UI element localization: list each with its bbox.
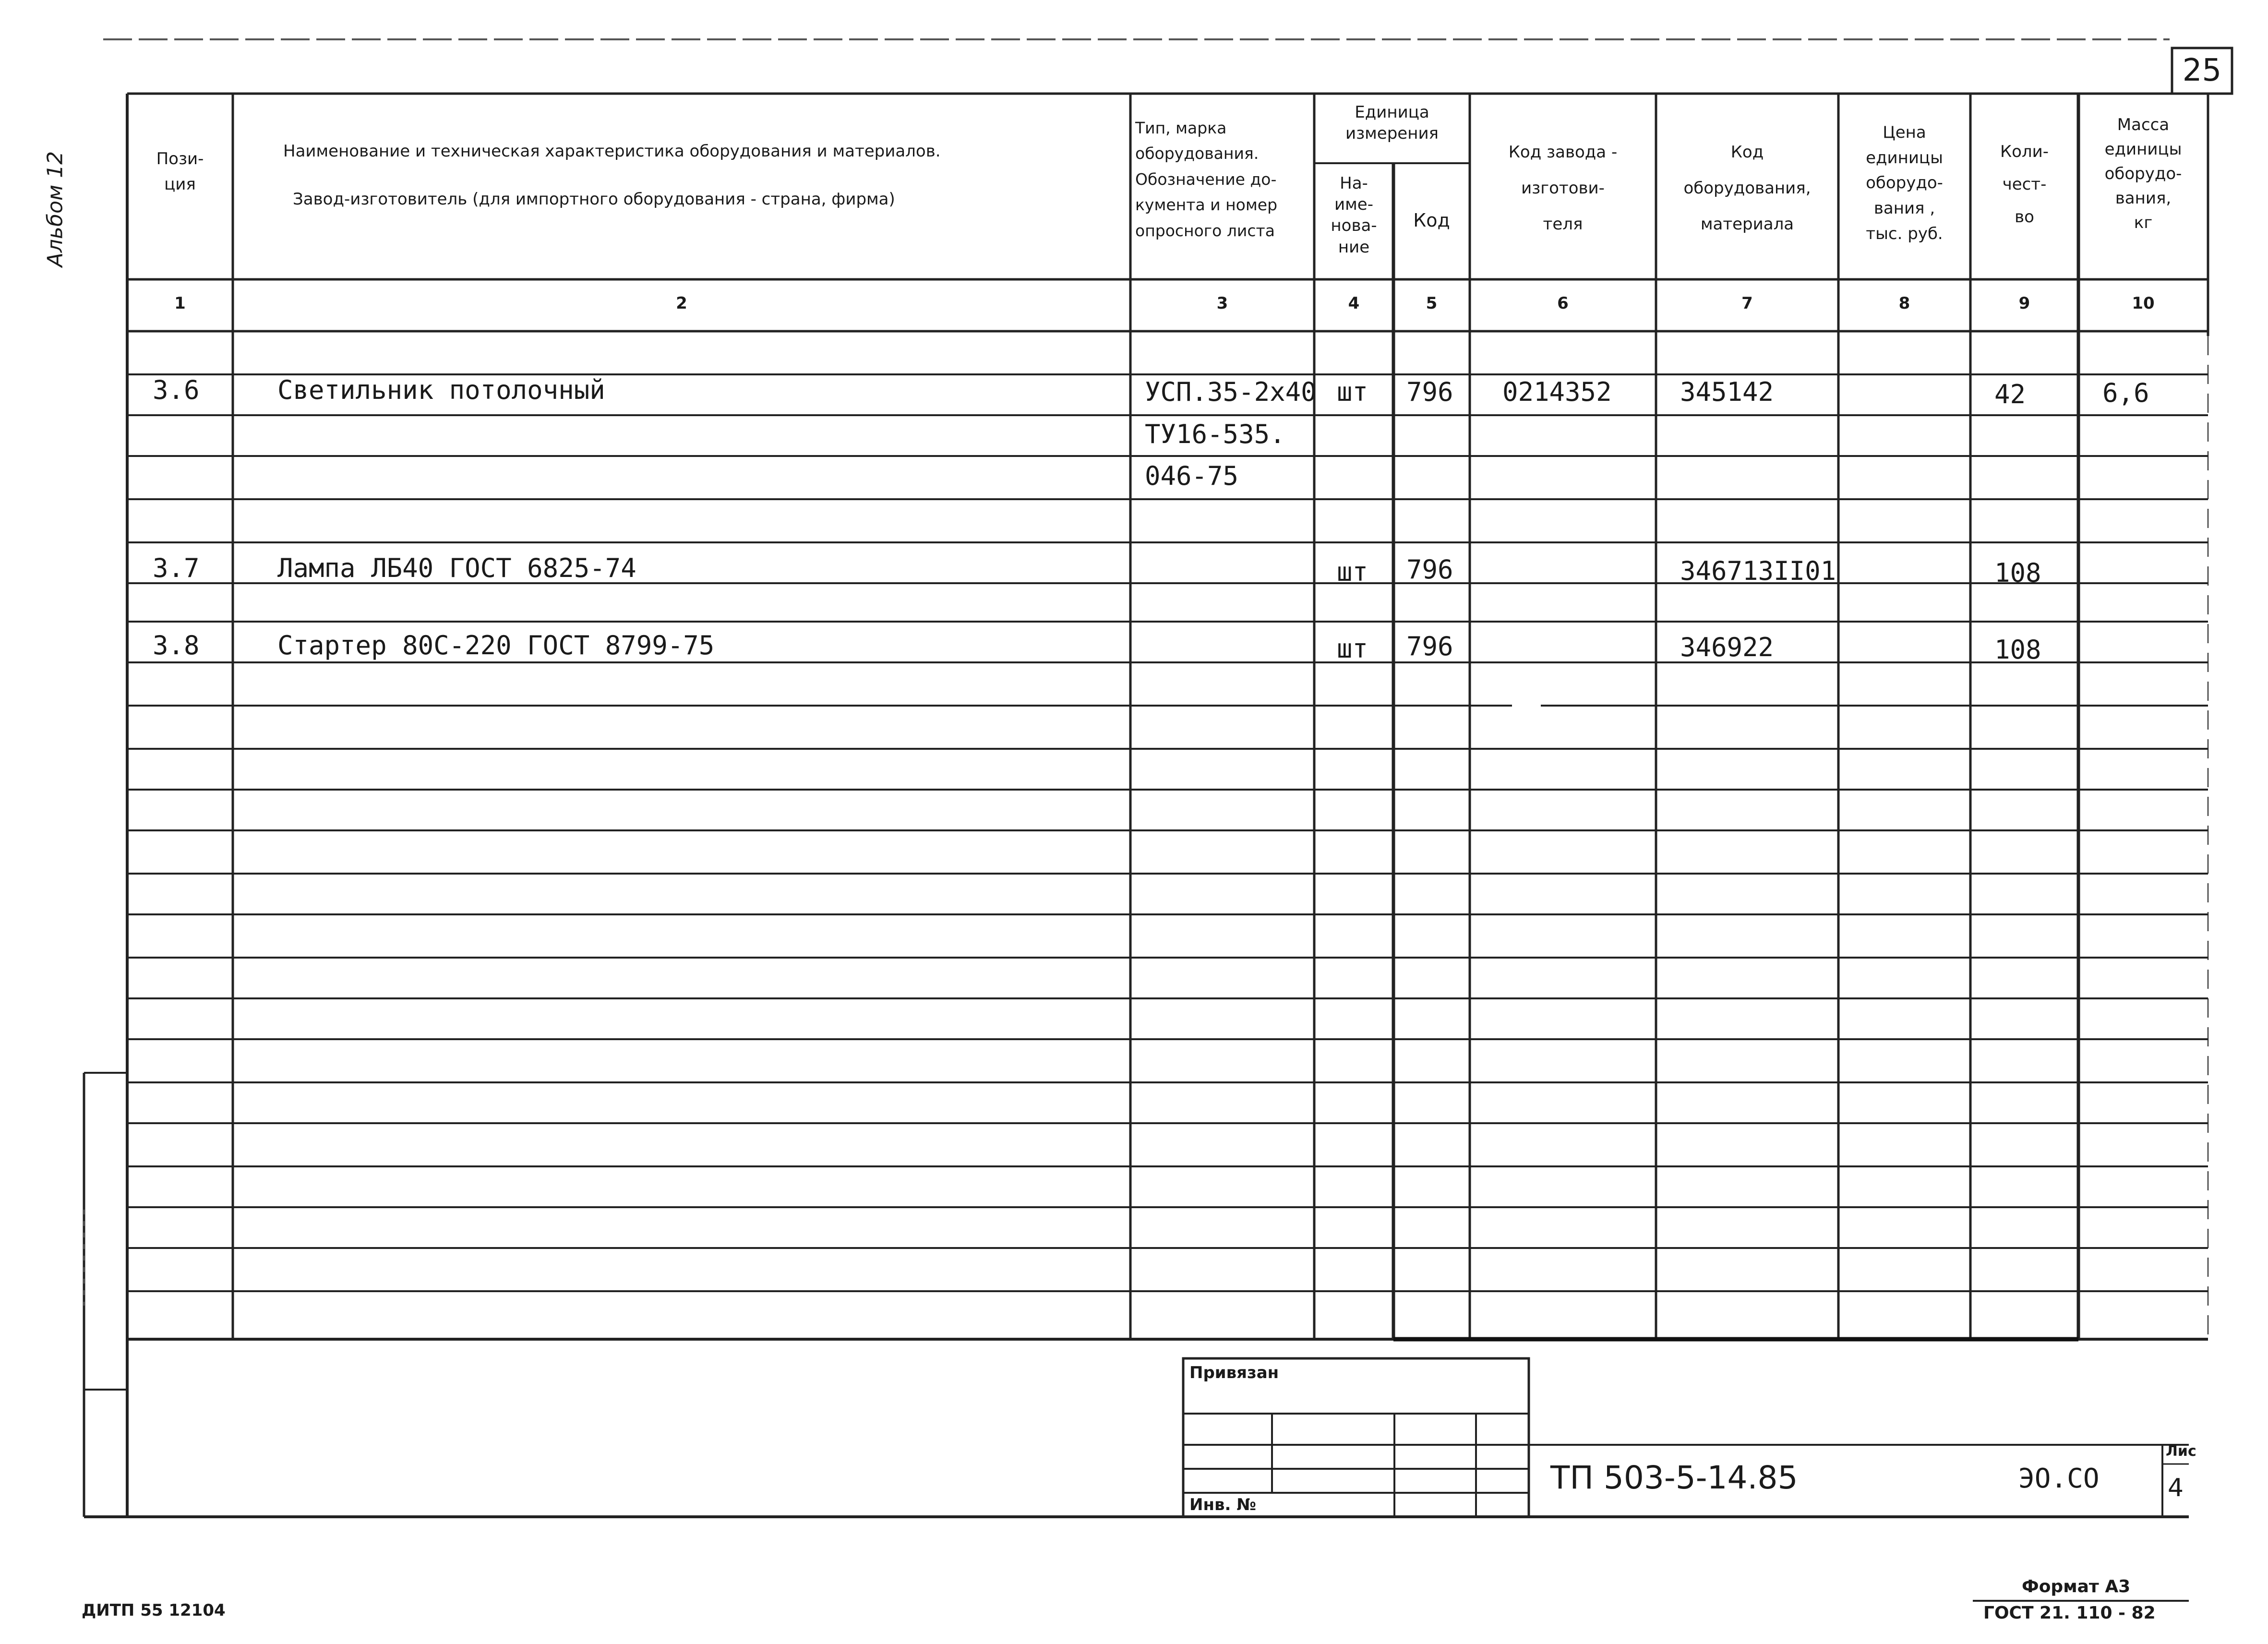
row-type: ТУ16-535. — [1145, 419, 1285, 449]
row-unit: шт — [1337, 557, 1368, 587]
footer-gost: ГОСТ 21. 110 - 82 — [1983, 1603, 2156, 1623]
row-name: Стартер 80С-220 ГОСТ 8799-75 — [277, 630, 715, 660]
row-mass: 6,6 — [2102, 378, 2149, 408]
col6-header: Код завода - изготови- теля — [1508, 143, 1618, 234]
album-label: Альбом 12 — [43, 151, 68, 267]
row-quantity: 42 — [1994, 379, 2026, 409]
row-equipment-code: 346713II01 — [1680, 556, 1836, 586]
row-name: Светильник потолочный — [277, 375, 605, 405]
unit-group-header: Единица измерения — [1345, 103, 1439, 144]
footer-left-code: ДИТП 55 12104 — [82, 1601, 226, 1620]
col7-header: Код оборудования, материала — [1683, 143, 1811, 234]
row-unit-code: 796 — [1406, 377, 1453, 407]
col5-header: Код — [1413, 210, 1450, 231]
col-num-2: 2 — [676, 294, 687, 313]
sheet-number: 4 — [2167, 1474, 2184, 1502]
col-num-1: 1 — [174, 294, 186, 313]
stamp-inv-no: Инв. № — [1189, 1495, 1257, 1514]
row-unit-code: 796 — [1406, 631, 1453, 661]
page-number: 25 — [2182, 53, 2222, 88]
row-position: 3.8 — [153, 630, 200, 660]
col3-header: Тип, марка оборудования. Обозначение до- кумента и номер опросного листа — [1135, 119, 1278, 240]
row-unit: шт — [1337, 377, 1368, 407]
col-num-6: 6 — [1557, 294, 1569, 313]
stamp-privyazan: Привязан — [1189, 1363, 1279, 1382]
row-factory-code: 0214352 — [1502, 377, 1612, 407]
col9-header: Коли- чест- во — [2000, 142, 2049, 227]
row-equipment-code: 345142 — [1680, 377, 1774, 407]
col-num-10: 10 — [2132, 294, 2155, 313]
col-num-5: 5 — [1426, 294, 1438, 313]
row-type: УСП.35-2х40 — [1145, 377, 1317, 407]
footer-format: Формат А3 — [2022, 1577, 2131, 1596]
row-equipment-code: 346922 — [1680, 632, 1774, 662]
row-quantity: 108 — [1994, 558, 2041, 588]
col2-header-line1: Наименование и техническая характеристика оборудования и материалов. — [283, 142, 941, 161]
row-position: 3.7 — [153, 553, 200, 583]
col2-header-line2: Завод-изготовитель (для импортного оборудования - страна, фирма) — [293, 190, 895, 209]
section-code: ЭО.СО — [2018, 1463, 2100, 1494]
sheet-label: Лис — [2166, 1443, 2196, 1460]
row-quantity: 108 — [1994, 635, 2041, 665]
col-num-3: 3 — [1216, 294, 1228, 313]
col-num-8: 8 — [1898, 294, 1910, 313]
row-unit: шт — [1337, 634, 1368, 664]
row-name: Лампа ЛБ40 ГОСТ 6825-74 — [277, 553, 636, 583]
col-num-9: 9 — [2018, 294, 2030, 313]
row-unit-code: 796 — [1406, 554, 1453, 585]
row-type: 046-75 — [1145, 461, 1239, 491]
col-num-7: 7 — [1741, 294, 1753, 313]
col10-header: Масса единицы оборудо- вания, кг — [2104, 115, 2182, 232]
doc-code: ТП 503-5-14.85 — [1550, 1459, 1798, 1496]
col1-header: Пози- ция — [156, 149, 204, 194]
row-position: 3.6 — [153, 375, 200, 405]
col4-header: На- име- нова- ние — [1331, 174, 1377, 257]
col-num-4: 4 — [1348, 294, 1360, 313]
col8-header: Цена единицы оборудо- вания , тыс. руб. — [1866, 123, 1943, 243]
